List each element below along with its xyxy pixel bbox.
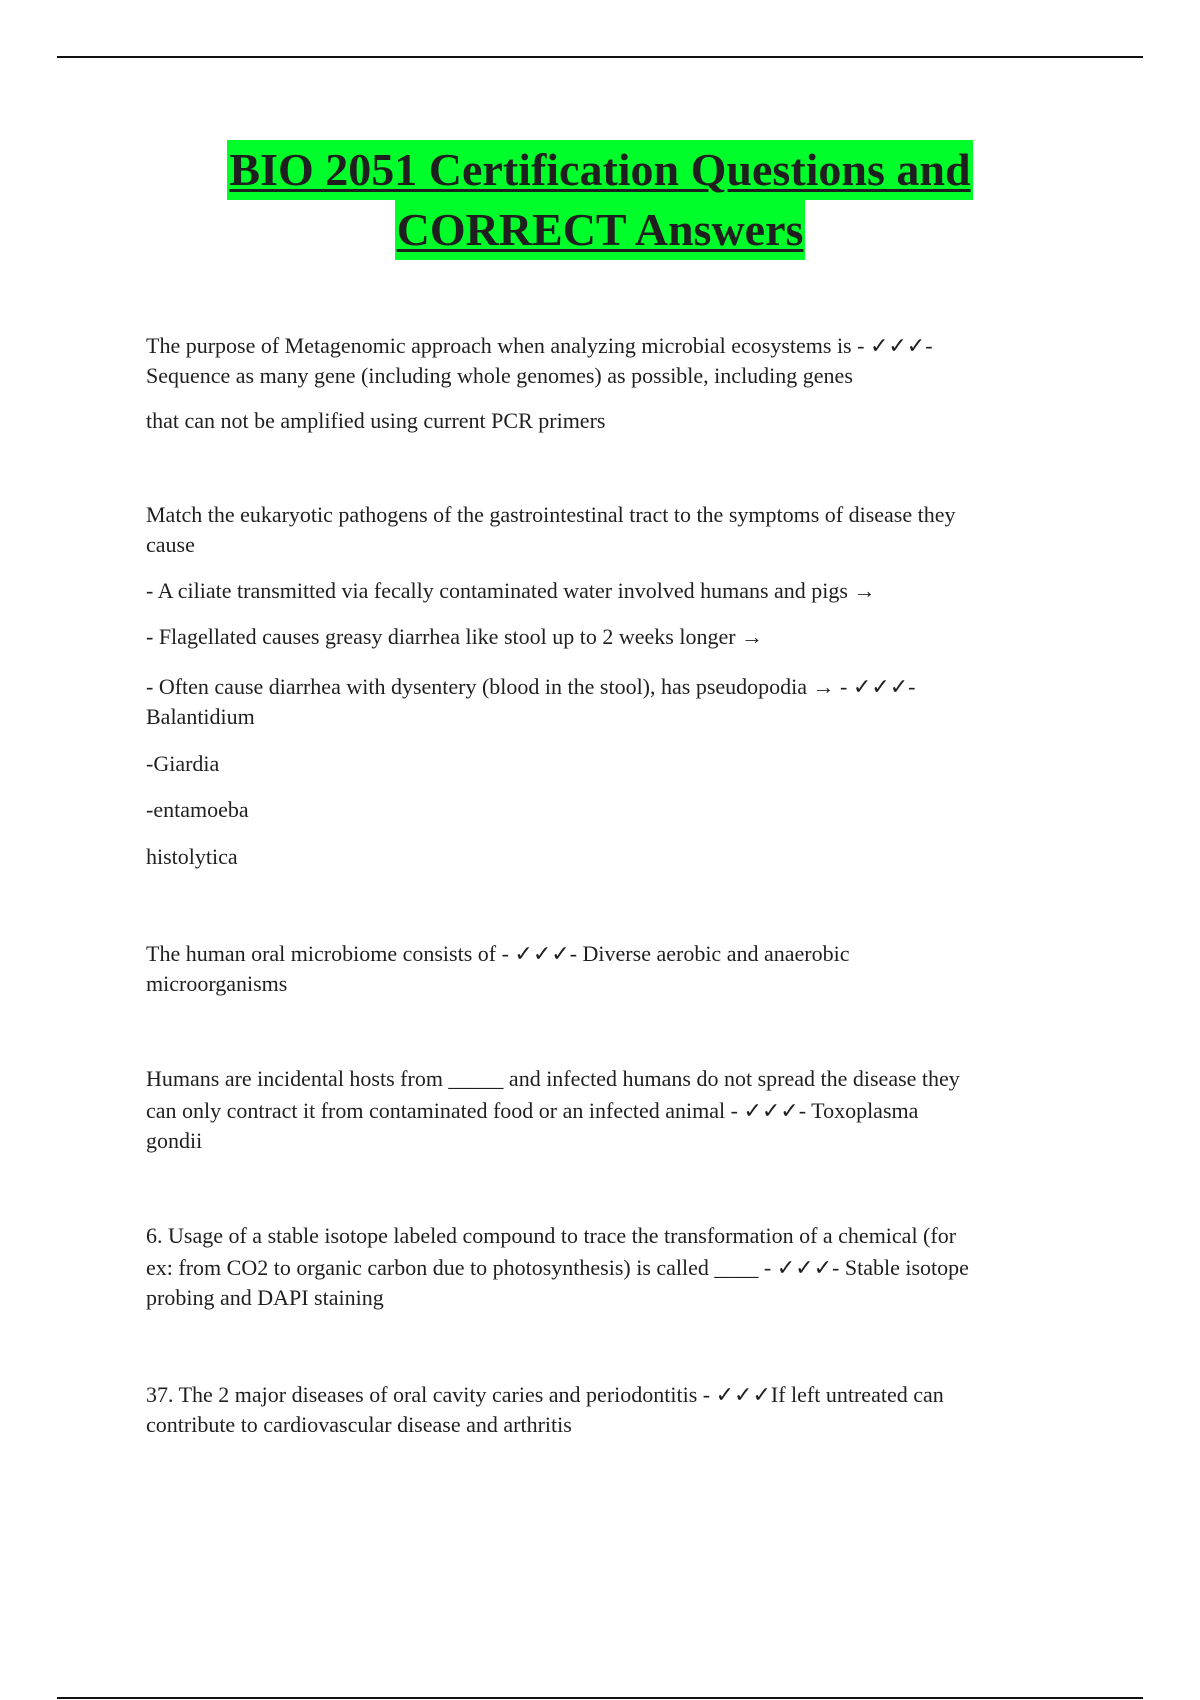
q2-ans-2-wrap bbox=[146, 749, 1066, 779]
title-line-2: CORRECT Answers bbox=[395, 200, 806, 260]
qa-block-3 bbox=[146, 939, 1066, 999]
q6-line-1: 37. The 2 major diseases of oral cavity caries and periodontitis - ✓✓✓If left untreated can bbox=[146, 1382, 944, 1407]
qa-block-2 bbox=[146, 500, 1066, 560]
q2-ans-2: -Giardia bbox=[146, 751, 220, 776]
q2-line-1: Match the eukaryotic pathogens of the gastrointestinal tract to the symptoms of disease they bbox=[146, 502, 956, 527]
title-line-1: BIO 2051 Certification Questions and bbox=[227, 140, 972, 200]
q3-line-1: The human oral microbiome consists of - ✓✓✓- Diverse aerobic and anaerobic bbox=[146, 941, 850, 966]
q2-item-2: - Flagellated causes greasy diarrhea like stool up to 2 weeks longer → bbox=[146, 624, 764, 649]
q1-line-3: that can not be amplified using current PCR primers bbox=[146, 408, 606, 433]
qa-block-4 bbox=[146, 1062, 1066, 1156]
q4-line-1: Humans are incidental hosts from _____ and infected humans do not spread the disease they bbox=[146, 1066, 960, 1091]
q4-line-2: can only contract it from contaminated food or an infected animal - ✓✓✓- Toxoplasma bbox=[146, 1098, 919, 1123]
bottom-rule bbox=[57, 1697, 1143, 1699]
q2-ans-3a: -entamoeba bbox=[146, 797, 249, 822]
q2-item-1: - A ciliate transmitted via fecally contaminated water involved humans and pigs → bbox=[146, 578, 876, 603]
q1-line-1: The purpose of Metagenomic approach when analyzing microbial ecosystems is - ✓✓✓- bbox=[146, 333, 933, 358]
qa-block-1-cont bbox=[146, 406, 1066, 436]
qa-block-1 bbox=[146, 331, 1066, 391]
q2-ans-3a-wrap bbox=[146, 795, 1066, 825]
q5-line-1: 6. Usage of a stable isotope labeled compound to trace the transformation of a chemical (for bbox=[146, 1223, 957, 1248]
q2-item-3-wrap bbox=[146, 672, 1066, 732]
document-title bbox=[0, 140, 1200, 260]
qa-block-6 bbox=[146, 1380, 1066, 1440]
q2-ans-3b-wrap bbox=[146, 842, 1066, 872]
q5-line-3: probing and DAPI staining bbox=[146, 1285, 384, 1310]
q2-item-3b: Balantidium bbox=[146, 704, 255, 729]
q2-line-2: cause bbox=[146, 532, 195, 557]
q3-line-2: microorganisms bbox=[146, 971, 288, 996]
q2-item-3a: - Often cause diarrhea with dysentery (blood in the stool), has pseudopodia → - ✓✓✓- bbox=[146, 674, 916, 699]
q6-line-2: contribute to cardiovascular disease and arthritis bbox=[146, 1412, 572, 1437]
q1-line-2: Sequence as many gene (including whole genomes) as possible, including genes bbox=[146, 363, 853, 388]
q4-line-3: gondii bbox=[146, 1128, 203, 1153]
q5-line-2: ex: from CO2 to organic carbon due to photosynthesis) is called ____ - ✓✓✓- Stable isotope bbox=[146, 1255, 969, 1280]
q2-ans-3b: histolytica bbox=[146, 844, 238, 869]
qa-block-5 bbox=[146, 1219, 1066, 1313]
q2-item-1-wrap bbox=[146, 576, 1066, 606]
top-rule bbox=[57, 56, 1143, 58]
q2-item-2-wrap bbox=[146, 622, 1066, 652]
